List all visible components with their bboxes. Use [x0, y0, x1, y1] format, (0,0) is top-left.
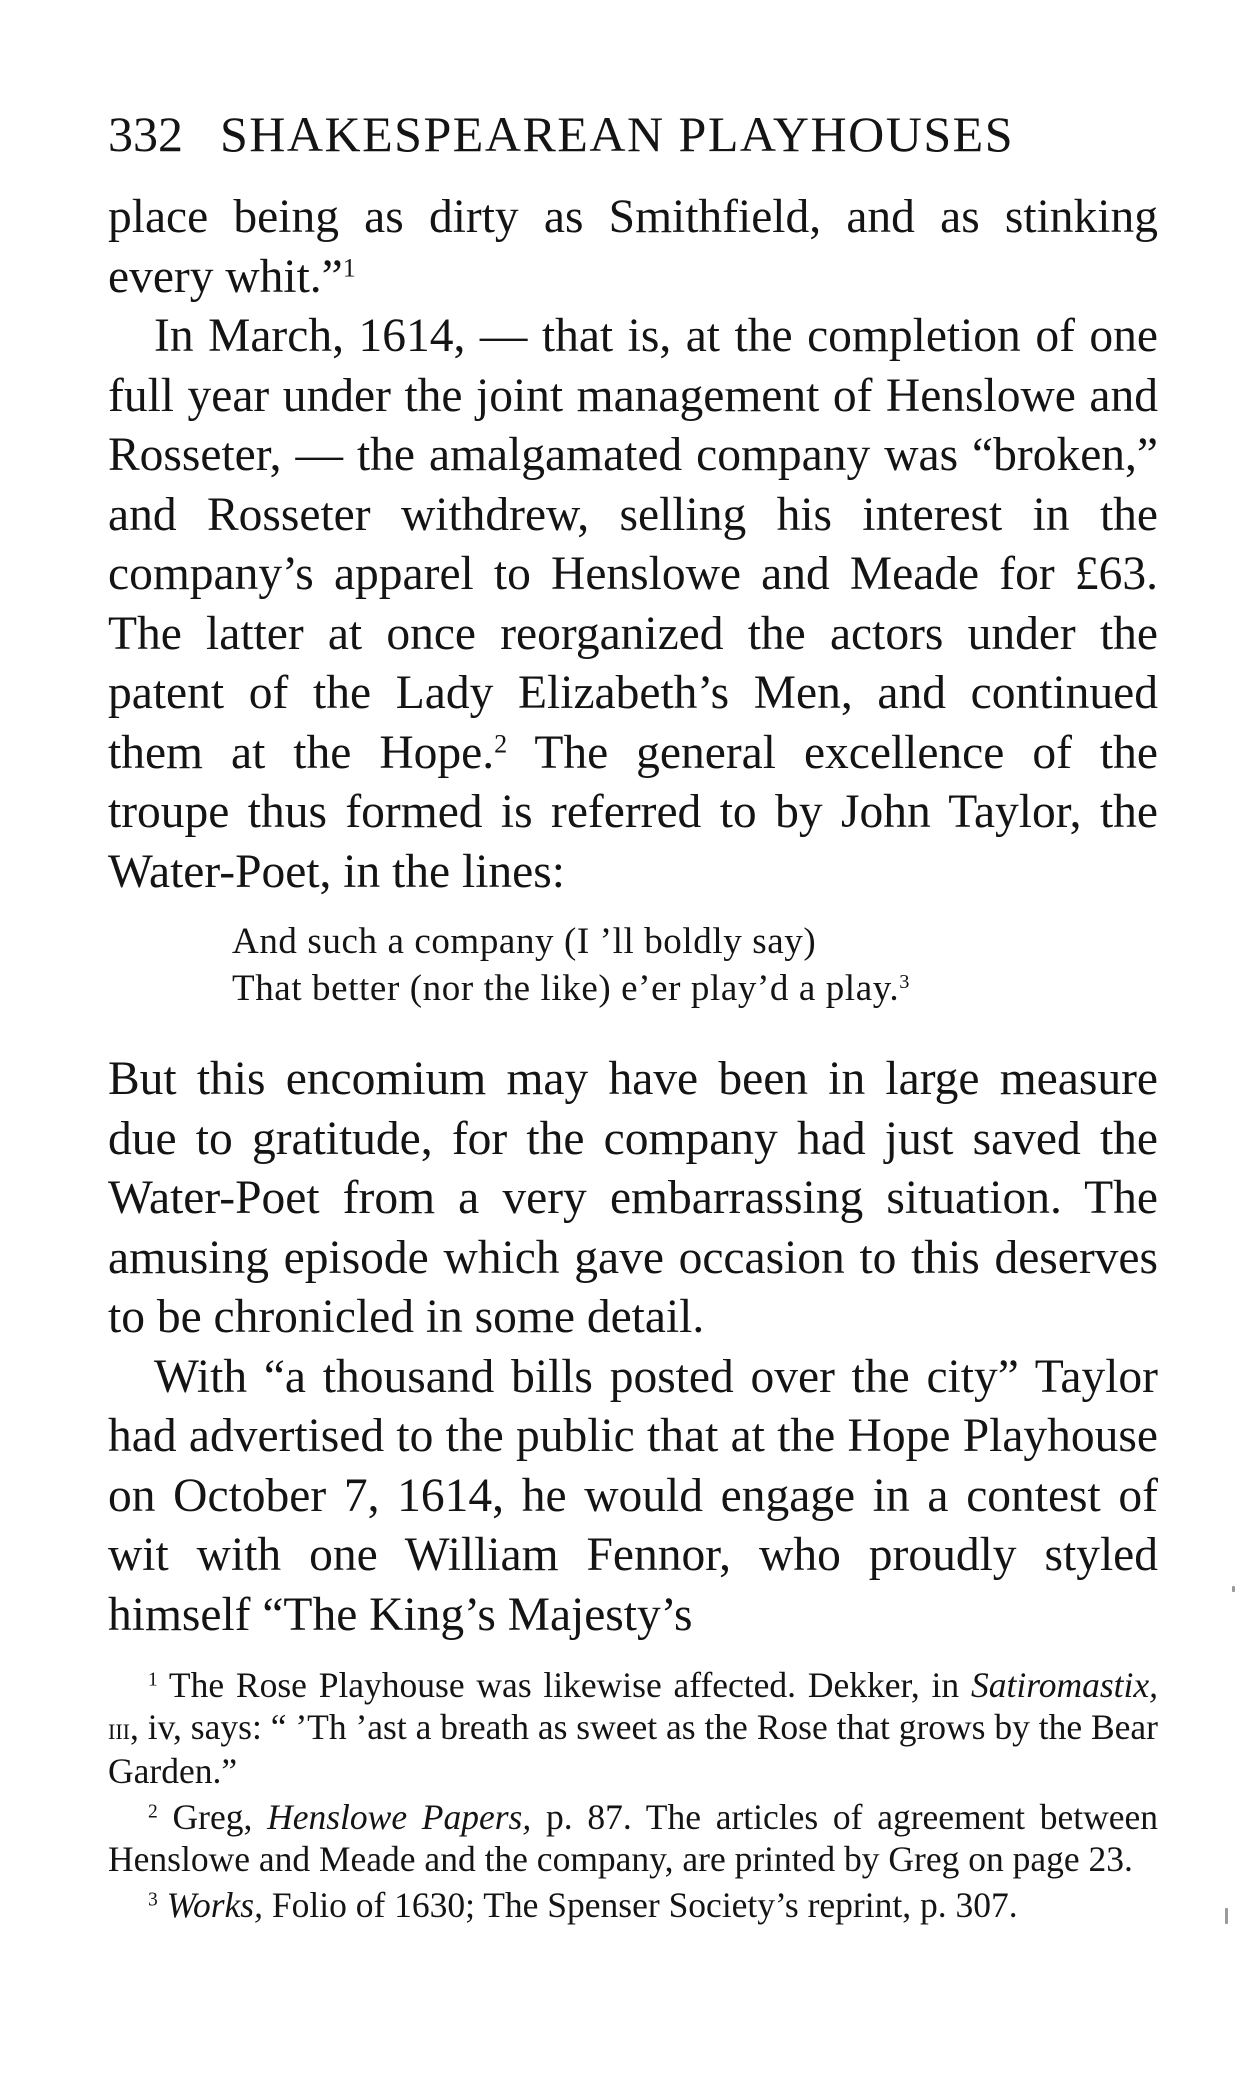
verse-line: [232, 965, 1132, 1012]
roman-numeral: iii: [108, 1711, 130, 1746]
page-title: SHAKESPEAREAN PLAYHOUSES: [220, 106, 1015, 162]
paragraph-text: In March, 1614, — that is, at the completion of one full year under the joint management of Henslowe and Rosseter, — the amalgamated company was “broken,” and Rosseter withdrew, selling his interest in the company’s apparel to Henslowe and Meade for £63. The latter at once reorganized the actors under the patent of the Lady Elizabeth’s Men, and continued them at the Hope.: [108, 310, 1158, 779]
footnote-ref-3: 3: [899, 970, 911, 993]
footnote-2: $^2$ Greg, Henslowe Papers, p. 87. The articles of agreement between Henslowe and Meade and the company, are printed by Greg on page 23.: [108, 1797, 1159, 1879]
footnotes: [108, 1664, 1158, 1930]
body-text-lower: [108, 1050, 1158, 1645]
running-head: [108, 104, 1158, 164]
work-title: Henslowe Papers,: [267, 1797, 532, 1837]
work-title: Works,: [166, 1885, 263, 1925]
paragraph: [108, 307, 1158, 902]
verse-line-text: That better (nor the like) e’er play’d a play.: [232, 968, 900, 1009]
work-title: Satiromastix,: [970, 1665, 1159, 1705]
footnote-ref-2: 2: [494, 728, 508, 758]
footnote-marker: 2: [148, 1801, 158, 1823]
footnote-3: $^3$ Works, Folio of 1630; The Spenser Society’s reprint, p. 307.: [148, 1885, 1018, 1925]
footnote-marker: 1: [148, 1669, 158, 1691]
page-number: 332: [108, 106, 183, 162]
scan-speck: [1225, 1908, 1228, 1924]
paragraph: With “a thousand bills posted over the city” Taylor had advertised to the public that at the Hope Playhouse on October 7, 1614, he would engage in a contest of wit with one William Fennor, who proudly styled himself “The King’s Majesty’s: [108, 1350, 1158, 1641]
paragraph-text: The general excellence of the troupe thus formed is referred to by John Taylor, the Water-Poet, in the lines:: [108, 726, 1158, 898]
paragraph-text: place being as dirty as Smithfield, and as stinking every whit.”: [108, 191, 1158, 303]
footnote-marker: 3: [148, 1889, 158, 1911]
scan-speck: [1232, 1586, 1235, 1592]
verse-quotation: [232, 918, 1132, 1012]
footnote-1: $^1$ The Rose Playhouse was likewise affected. Dekker, in Satiromastix, iii, iv, says: “ ’Th ’ast a breath as sweet as the Rose that grows by the Bear Garden.”: [108, 1665, 1159, 1791]
footnote-ref-1: 1: [342, 252, 356, 282]
body-text-upper: [108, 188, 1158, 902]
paragraph-continued: [108, 188, 1158, 307]
verse-line: And such a company (I ’ll boldly say): [232, 921, 817, 962]
paragraph: But this encomium may have been in large measure due to gratitude, for the company had just saved the Water-Poet from a very embarrassing situation. The amusing episode which gave occasion to this deserves to be chronicled in some detail.: [108, 1053, 1158, 1343]
